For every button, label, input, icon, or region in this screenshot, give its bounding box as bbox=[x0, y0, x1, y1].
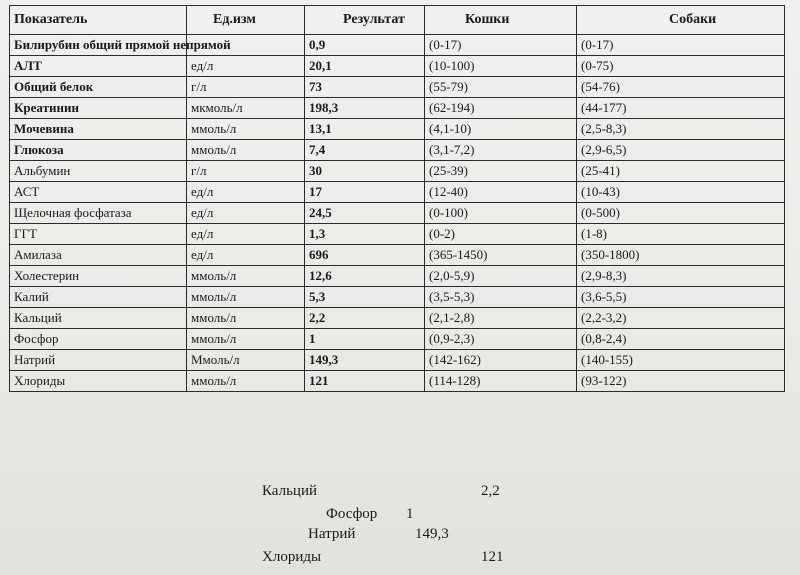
table-row bbox=[10, 119, 785, 140]
row-cats-range: (12-40) bbox=[425, 182, 577, 203]
row-unit: ед/л bbox=[187, 203, 305, 224]
row-dogs-range: (2,5-8,3) bbox=[577, 119, 785, 140]
row-result: 2,2 bbox=[305, 308, 425, 329]
row-dogs-range: (1-8) bbox=[577, 224, 785, 245]
row-parameter: Калий bbox=[10, 287, 187, 308]
table-row bbox=[10, 371, 785, 392]
row-unit: ед/л bbox=[187, 245, 305, 266]
row-dogs-range: (93-122) bbox=[577, 371, 785, 392]
row-result: 12,6 bbox=[305, 266, 425, 287]
row-result: 17 bbox=[305, 182, 425, 203]
summary-label: Натрий bbox=[308, 526, 356, 542]
table-row bbox=[10, 266, 785, 287]
row-parameter: Фосфор bbox=[10, 329, 187, 350]
row-dogs-range: (0-17) bbox=[577, 35, 785, 56]
row-dogs-range: (2,9-6,5) bbox=[577, 140, 785, 161]
row-cats-range: (2,1-2,8) bbox=[425, 308, 577, 329]
table-row bbox=[10, 203, 785, 224]
row-cats-range: (0-17) bbox=[425, 35, 577, 56]
row-parameter: АСТ bbox=[10, 182, 187, 203]
row-unit: ммоль/л bbox=[187, 371, 305, 392]
row-result: 7,4 bbox=[305, 140, 425, 161]
row-unit: ед/л bbox=[187, 56, 305, 77]
table-row bbox=[10, 287, 785, 308]
row-unit: ммоль/л bbox=[187, 287, 305, 308]
table-row bbox=[10, 182, 785, 203]
table-row bbox=[10, 245, 785, 266]
lab-results-table bbox=[9, 5, 785, 392]
row-parameter: ГГТ bbox=[10, 224, 187, 245]
table-row bbox=[10, 329, 785, 350]
row-unit: г/л bbox=[187, 161, 305, 182]
row-cats-range: (3,1-7,2) bbox=[425, 140, 577, 161]
row-parameter: Альбумин bbox=[10, 161, 187, 182]
row-dogs-range: (25-41) bbox=[577, 161, 785, 182]
row-result: 1 bbox=[305, 329, 425, 350]
row-unit: ммоль/л bbox=[187, 140, 305, 161]
row-result: 0,9 bbox=[305, 35, 425, 56]
row-result: 1,3 bbox=[305, 224, 425, 245]
table-row bbox=[10, 98, 785, 119]
row-cats-range: (4,1-10) bbox=[425, 119, 577, 140]
row-dogs-range: (0,8-2,4) bbox=[577, 329, 785, 350]
row-parameter: Холестерин bbox=[10, 266, 187, 287]
row-dogs-range: (350-1800) bbox=[577, 245, 785, 266]
row-parameter: Хлориды bbox=[10, 371, 187, 392]
row-dogs-range: (10-43) bbox=[577, 182, 785, 203]
summary-value: 2,2 bbox=[481, 483, 500, 499]
row-cats-range: (0-100) bbox=[425, 203, 577, 224]
table-row bbox=[10, 308, 785, 329]
row-cats-range: (114-128) bbox=[425, 371, 577, 392]
table-row bbox=[10, 56, 785, 77]
table-row bbox=[10, 350, 785, 371]
row-dogs-range: (0-500) bbox=[577, 203, 785, 224]
row-unit: ед/л bbox=[187, 224, 305, 245]
table-row bbox=[10, 224, 785, 245]
row-unit: ммоль/л bbox=[187, 266, 305, 287]
row-parameter: Кальций bbox=[10, 308, 187, 329]
row-parameter: Глюкоза bbox=[10, 140, 187, 161]
row-parameter: Мочевина bbox=[10, 119, 187, 140]
header-cats: Кошки bbox=[425, 6, 577, 35]
row-unit: г/л bbox=[187, 77, 305, 98]
header-parameter: Показатель bbox=[10, 6, 187, 35]
row-cats-range: (0-2) bbox=[425, 224, 577, 245]
row-unit: ммоль/л bbox=[187, 308, 305, 329]
row-cats-range: (25-39) bbox=[425, 161, 577, 182]
row-dogs-range: (3,6-5,5) bbox=[577, 287, 785, 308]
row-cats-range: (2,0-5,9) bbox=[425, 266, 577, 287]
header-dogs: Собаки bbox=[577, 6, 785, 35]
row-result: 30 bbox=[305, 161, 425, 182]
row-dogs-range: (2,9-8,3) bbox=[577, 266, 785, 287]
row-result: 5,3 bbox=[305, 287, 425, 308]
row-result: 73 bbox=[305, 77, 425, 98]
row-parameter: Креатинин bbox=[10, 98, 187, 119]
table-row bbox=[10, 77, 785, 98]
row-unit: Ммоль/л bbox=[187, 350, 305, 371]
row-unit: ммоль/л bbox=[187, 329, 305, 350]
summary-label: Кальций bbox=[262, 483, 318, 499]
row-parameter: Натрий bbox=[10, 350, 187, 371]
row-cats-range: (142-162) bbox=[425, 350, 577, 371]
row-result: 13,1 bbox=[305, 119, 425, 140]
row-dogs-range: (140-155) bbox=[577, 350, 785, 371]
row-result: 198,3 bbox=[305, 98, 425, 119]
row-parameter: Амилаза bbox=[10, 245, 187, 266]
summary-label: Хлориды bbox=[262, 549, 322, 565]
row-cats-range: (62-194) bbox=[425, 98, 577, 119]
table-row bbox=[10, 161, 785, 182]
row-result: 121 bbox=[305, 371, 425, 392]
row-cats-range: (55-79) bbox=[425, 77, 577, 98]
row-cats-range: (0,9-2,3) bbox=[425, 329, 577, 350]
row-unit: мкмоль/л bbox=[187, 98, 305, 119]
row-parameter: Билирубин общий прямой непрямой bbox=[10, 35, 187, 56]
table-row bbox=[10, 140, 785, 161]
summary-value: 1 bbox=[406, 506, 414, 522]
row-dogs-range: (2,2-3,2) bbox=[577, 308, 785, 329]
row-dogs-range: (44-177) bbox=[577, 98, 785, 119]
header-result: Результат bbox=[305, 6, 425, 35]
row-result: 20,1 bbox=[305, 56, 425, 77]
row-result: 24,5 bbox=[305, 203, 425, 224]
row-unit: ммоль/л bbox=[187, 119, 305, 140]
table-row bbox=[10, 35, 785, 56]
row-result: 149,3 bbox=[305, 350, 425, 371]
row-unit: ед/л bbox=[187, 182, 305, 203]
row-cats-range: (10-100) bbox=[425, 56, 577, 77]
summary-label: Фосфор bbox=[326, 506, 378, 522]
row-result: 696 bbox=[305, 245, 425, 266]
header-unit: Ед.изм bbox=[187, 6, 305, 35]
row-cats-range: (3,5-5,3) bbox=[425, 287, 577, 308]
row-dogs-range: (54-76) bbox=[577, 77, 785, 98]
table-body bbox=[10, 35, 785, 392]
row-parameter: АЛТ bbox=[10, 56, 187, 77]
table-header-row bbox=[10, 6, 785, 35]
row-dogs-range: (0-75) bbox=[577, 56, 785, 77]
summary-value: 149,3 bbox=[415, 526, 449, 542]
summary-value: 121 bbox=[481, 549, 504, 565]
row-cats-range: (365-1450) bbox=[425, 245, 577, 266]
row-parameter: Общий белок bbox=[10, 77, 187, 98]
row-parameter: Щелочная фосфатаза bbox=[10, 203, 187, 224]
